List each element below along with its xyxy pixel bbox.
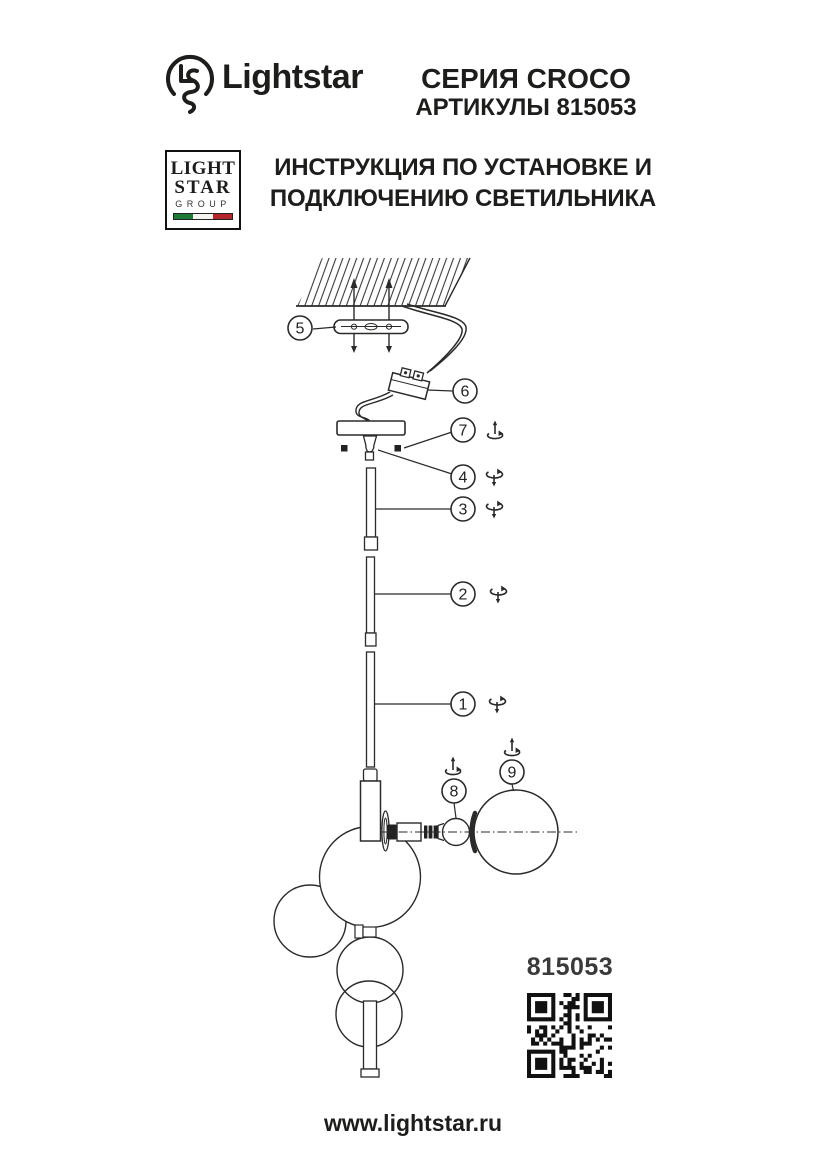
callout-2 [451, 582, 475, 606]
mounting-screws-down [351, 334, 392, 353]
rod-section-middle [366, 557, 377, 646]
screw-turn-icon [487, 469, 503, 487]
qr-code [527, 993, 612, 1078]
callout-1 [451, 692, 475, 716]
group-logo-group: GROUP [175, 199, 231, 209]
glass-globe-middle [337, 937, 403, 1003]
svg-text:2: 2 [458, 586, 468, 604]
svg-text:3: 3 [458, 501, 468, 519]
terminal-block [388, 366, 431, 399]
rod-section-lower [367, 652, 375, 767]
rotate-axis-icon [505, 738, 521, 756]
bottom-rod [361, 1001, 379, 1077]
rod-section-upper [365, 468, 378, 550]
callout-8 [442, 779, 466, 803]
callout-9 [500, 760, 524, 784]
instruction-title-line1: ИНСТРУКЦИЯ ПО УСТАНОВКЕ И [274, 154, 652, 181]
svg-text:9: 9 [507, 764, 517, 782]
lamp-head-cylinder [361, 781, 381, 841]
series-title: СЕРИЯ CROCO [421, 63, 631, 94]
group-logo-star: STAR [174, 177, 232, 198]
rotate-axis-icon [446, 757, 462, 775]
rotate-axis-icon [488, 421, 504, 439]
screw-turn-icon [491, 586, 507, 604]
screw-turn-icon [490, 696, 506, 714]
screw-turn-icon [487, 501, 503, 519]
website-url: www.lightstar.ru [323, 1110, 503, 1136]
mounting-bracket [334, 320, 408, 334]
group-logo-light: LIGHT [170, 158, 236, 179]
callout-leader-lines [313, 327, 514, 818]
callout-6 [453, 379, 477, 403]
callout-4 [451, 465, 475, 489]
svg-text:4: 4 [458, 469, 468, 487]
instruction-title-line2: ПОДКЛЮЧЕНИЮ СВЕТИЛЬНИКА [269, 185, 657, 212]
callout-3 [451, 497, 475, 521]
globe-coupler [355, 925, 376, 938]
callout-5 [288, 316, 312, 340]
svg-text:7: 7 [458, 422, 468, 440]
svg-text:1: 1 [458, 696, 468, 714]
mains-cable [402, 304, 466, 373]
fixture-wire [356, 392, 393, 424]
svg-text:8: 8 [449, 783, 459, 801]
ceiling-hatch [296, 258, 470, 306]
lamp-head-body [364, 769, 378, 781]
article-number: 815053 [526, 953, 614, 981]
svg-text:6: 6 [460, 383, 470, 401]
svg-text:5: 5 [295, 320, 305, 338]
callout-7 [451, 418, 475, 442]
article-subtitle: АРТИКУЛЫ 815053 [415, 94, 637, 122]
brand-wordmark: Lightstar [222, 58, 363, 96]
cord-grip [364, 436, 377, 460]
